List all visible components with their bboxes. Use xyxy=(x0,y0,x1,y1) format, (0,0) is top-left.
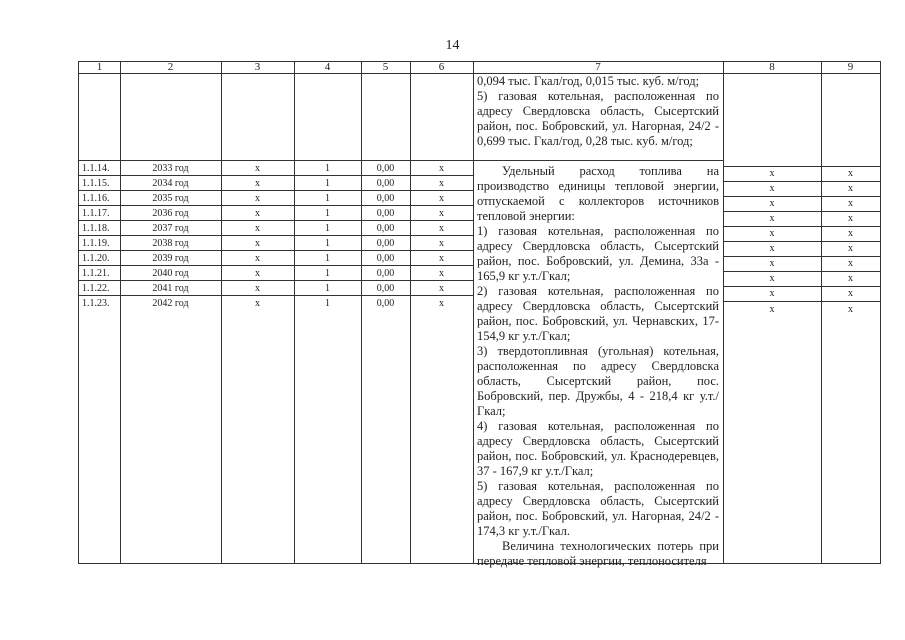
row-col6: х xyxy=(439,223,444,234)
row-col4: 1 xyxy=(325,193,330,204)
row-col9: х xyxy=(848,273,853,284)
row-col8: х xyxy=(769,304,775,315)
row-col8: х xyxy=(769,183,775,194)
row-col4: 1 xyxy=(325,283,330,294)
row-col9: х xyxy=(848,213,853,224)
col-header-8: 8 xyxy=(769,61,775,73)
col7-paragraph: 5) газовая котельная, расположенная по адресу Свердловска область, Сысертский район, пос. Бобровский, ул. Нагорная, 24/2 - 174,3 кг у.т./Гкал. xyxy=(477,479,719,538)
row-col8: х xyxy=(769,273,775,284)
row-col8: х xyxy=(769,198,775,209)
row-col5: 0,00 xyxy=(376,223,395,234)
row-col4: 1 xyxy=(325,238,330,249)
col-divider xyxy=(221,61,222,563)
col7-paragraph: 3) твердотопливная (угольная) котельная, расположенная по адресу Свердловска область, Сысертский район, пос. Бобровский, пер. Дружбы, 4 - 218,4 кг у.т./Гкал; xyxy=(477,344,719,418)
col7-top-paragraph: 5) газовая котельная, расположенная по адресу Свердловска область, Сысертский район, пос. Бобровский, ул. Нагорная, 24/2 - 0,699 тыс. Гкал/год, 0,28 тыс. куб. м/год; xyxy=(477,89,719,148)
row-col9: х xyxy=(848,304,853,315)
col7-paragraph: Удельный расход топлива на производство единицы тепловой энергии, отпускаемой с коллекторов источников тепловой энергии: xyxy=(477,164,719,223)
col-header-2: 2 xyxy=(167,61,174,73)
row-year: 2034 год xyxy=(152,178,189,189)
row-col9: х xyxy=(848,198,853,209)
row-col6: х xyxy=(439,208,444,219)
row-col3: х xyxy=(255,283,260,294)
col-divider xyxy=(361,61,362,563)
col7-paragraph: 4) газовая котельная, расположенная по адресу Свердловска область, Сысертский район, пос. Бобровский, ул. Краснодеревцев, 37 - 167,9 кг у.т./Гкал; xyxy=(477,419,719,478)
row-col3: х xyxy=(255,238,260,249)
row-col8: х xyxy=(769,213,775,224)
col-divider xyxy=(410,61,411,563)
row-year: 2036 год xyxy=(152,208,189,219)
row-number: 1.1.21. xyxy=(82,268,110,279)
col7-main-text xyxy=(477,164,719,569)
col-header-7: 7 xyxy=(595,61,601,73)
row-col3: х xyxy=(255,253,260,264)
row-year: 2038 год xyxy=(152,238,189,249)
row-col4: 1 xyxy=(325,223,330,234)
row-col3: х xyxy=(255,178,260,189)
data-table xyxy=(78,61,881,568)
row-col6: х xyxy=(439,268,444,279)
row-col3: х xyxy=(255,268,260,279)
col-header-5: 5 xyxy=(382,61,389,73)
row-col9: х xyxy=(848,168,853,179)
row-col4: 1 xyxy=(325,253,330,264)
row-col9: х xyxy=(848,183,853,194)
row-col9: х xyxy=(848,243,853,254)
row-col5: 0,00 xyxy=(376,283,395,294)
col-header-9: 9 xyxy=(847,61,854,73)
row-divider xyxy=(473,160,723,161)
row-col8: х xyxy=(769,168,775,179)
row-col8: х xyxy=(769,228,775,239)
row-col3: х xyxy=(255,208,260,219)
row-col3: х xyxy=(255,223,260,234)
row-col6: х xyxy=(439,178,444,189)
row-number: 1.1.22. xyxy=(82,283,110,294)
row-col6: х xyxy=(439,238,444,249)
row-col8: х xyxy=(769,258,775,269)
row-number: 1.1.20. xyxy=(82,253,110,264)
row-col9: х xyxy=(848,258,853,269)
row-col4: 1 xyxy=(325,178,330,189)
row-number: 1.1.23. xyxy=(82,298,110,309)
row-col9: х xyxy=(848,288,853,299)
col7-top-line: 0,094 тыс. Гкал/год, 0,015 тыс. куб. м/год; xyxy=(477,74,700,88)
row-col5: 0,00 xyxy=(376,208,395,219)
row-number: 1.1.15. xyxy=(82,178,110,189)
row-number: 1.1.14. xyxy=(82,163,110,174)
row-col6: х xyxy=(439,253,444,264)
row-col8: х xyxy=(769,288,775,299)
row-year: 2039 год xyxy=(152,253,189,264)
row-number: 1.1.17. xyxy=(82,208,110,219)
row-col4: 1 xyxy=(325,163,330,174)
row-col8: х xyxy=(769,243,775,254)
row-number: 1.1.19. xyxy=(82,238,110,249)
col-header-3: 3 xyxy=(254,61,261,73)
row-col6: х xyxy=(439,283,444,294)
row-col5: 0,00 xyxy=(376,298,395,309)
row-col6: х xyxy=(439,163,444,174)
col-header-1: 1 xyxy=(96,61,103,73)
row-year: 2035 год xyxy=(152,193,189,204)
row-col5: 0,00 xyxy=(376,268,395,279)
row-year: 2041 год xyxy=(152,283,189,294)
row-col6: х xyxy=(439,193,444,204)
row-year: 2037 год xyxy=(152,223,189,234)
col-divider xyxy=(120,61,121,563)
row-col9: х xyxy=(848,228,853,239)
col7-paragraph: Величина технологических потерь при передаче тепловой энергии, теплоносителя xyxy=(477,539,719,568)
row-col4: 1 xyxy=(325,208,330,219)
col7-top-text xyxy=(477,74,719,149)
col-divider xyxy=(473,61,474,563)
col-header-6: 6 xyxy=(438,61,445,73)
row-col4: 1 xyxy=(325,268,330,279)
row-col6: х xyxy=(439,298,444,309)
row-number: 1.1.18. xyxy=(82,223,110,234)
row-col3: х xyxy=(255,163,260,174)
col-header-4: 4 xyxy=(324,61,331,73)
row-year: 2033 год xyxy=(152,163,189,174)
row-number: 1.1.16. xyxy=(82,193,110,204)
row-year: 2040 год xyxy=(152,268,189,279)
page-number: 14 xyxy=(445,38,460,53)
col7-paragraph: 1) газовая котельная, расположенная по адресу Свердловска область, Сысертский район, пос. Бобровский, ул. Демина, 33а - 165,9 кг у.т./Гкал; xyxy=(477,224,719,283)
col-divider xyxy=(294,61,295,563)
row-col3: х xyxy=(255,298,260,309)
row-col5: 0,00 xyxy=(376,163,395,174)
row-col4: 1 xyxy=(325,298,330,309)
col7-paragraph: 2) газовая котельная, расположенная по адресу Свердловска область, Сысертский район, пос. Бобровский, ул. Чернавских, 17- 154,9 кг у.т./Гкал; xyxy=(477,284,719,343)
row-col3: х xyxy=(255,193,260,204)
row-year: 2042 год xyxy=(152,298,189,309)
row-col5: 0,00 xyxy=(376,178,395,189)
row-col5: 0,00 xyxy=(376,193,395,204)
row-col5: 0,00 xyxy=(376,238,395,249)
row-col5: 0,00 xyxy=(376,253,395,264)
